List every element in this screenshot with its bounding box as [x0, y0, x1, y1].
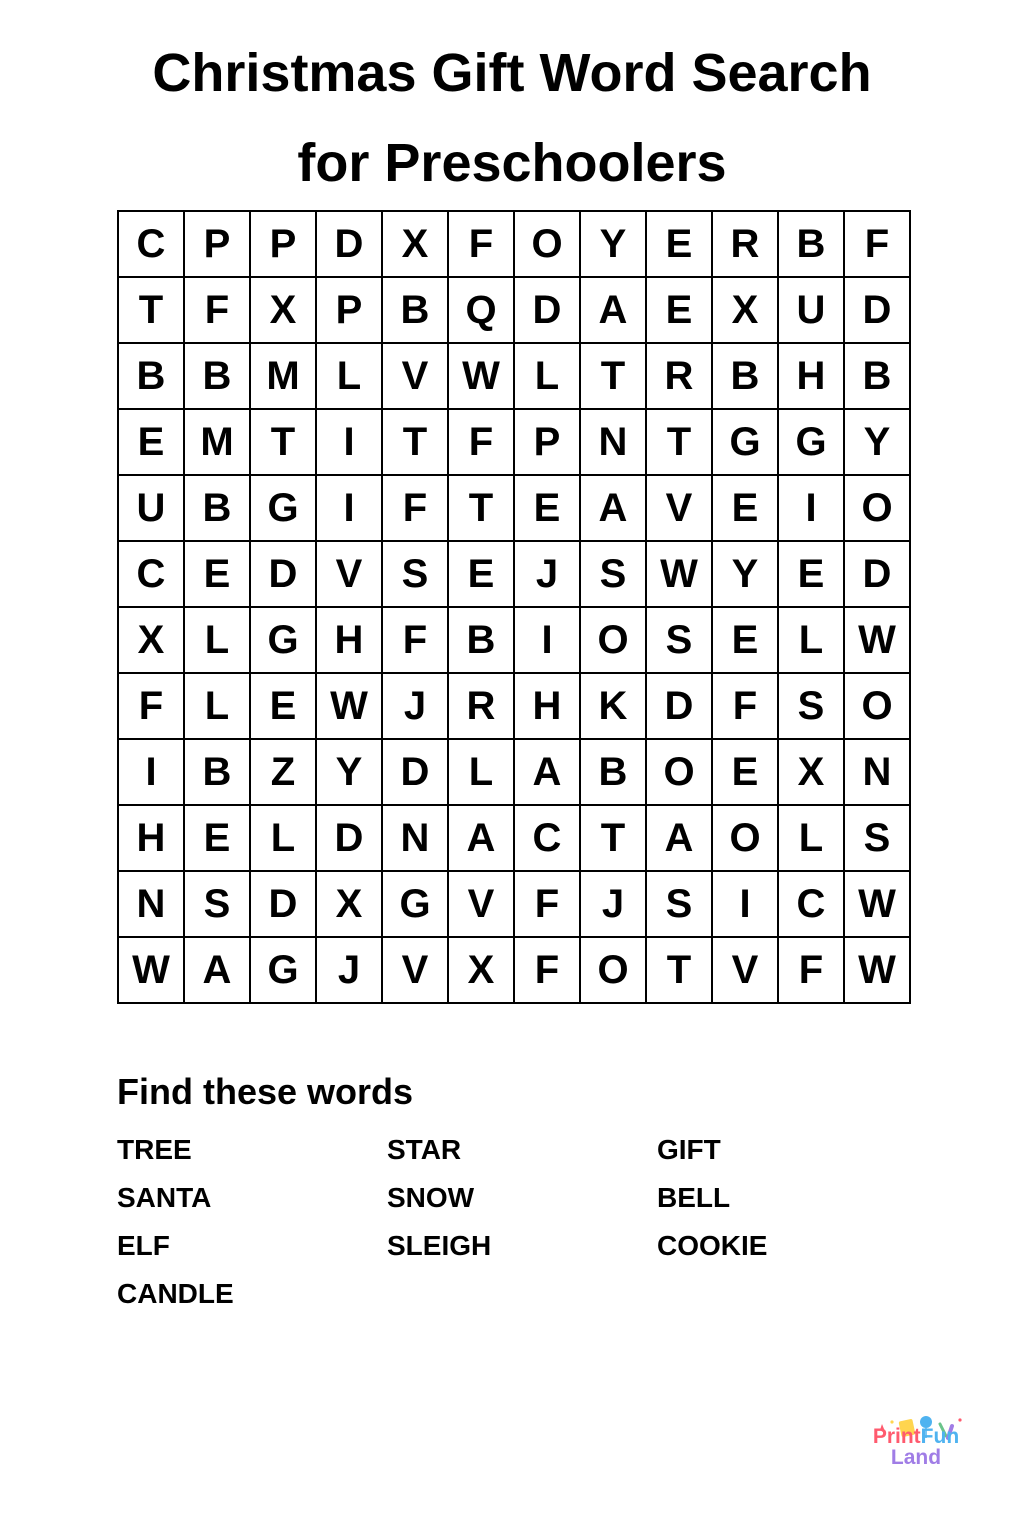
grid-cell[interactable]: F [515, 872, 581, 938]
grid-cell[interactable]: I [119, 740, 185, 806]
grid-cell[interactable]: B [845, 344, 911, 410]
grid-cell[interactable]: T [383, 410, 449, 476]
grid-cell[interactable]: V [647, 476, 713, 542]
grid-cell[interactable]: L [185, 674, 251, 740]
grid-cell[interactable]: G [251, 608, 317, 674]
grid-cell[interactable]: B [581, 740, 647, 806]
grid-cell[interactable]: V [317, 542, 383, 608]
grid-cell[interactable]: L [251, 806, 317, 872]
grid-cell[interactable]: J [515, 542, 581, 608]
grid-cell[interactable]: S [581, 542, 647, 608]
grid-cell[interactable]: K [581, 674, 647, 740]
grid-cell[interactable]: X [713, 278, 779, 344]
grid-cell[interactable]: B [779, 212, 845, 278]
logo-text-print: Print [872, 1425, 921, 1448]
grid-cell[interactable]: T [647, 410, 713, 476]
grid-cell[interactable]: X [317, 872, 383, 938]
grid-cell[interactable]: A [581, 476, 647, 542]
grid-cell[interactable]: B [185, 344, 251, 410]
grid-cell[interactable]: E [185, 542, 251, 608]
grid-cell[interactable]: E [449, 542, 515, 608]
word-list-item: GIFT [657, 1134, 721, 1165]
grid-cell[interactable]: A [647, 806, 713, 872]
grid-cell[interactable]: Y [713, 542, 779, 608]
grid-cell[interactable]: G [251, 938, 317, 1004]
word-search-grid [117, 210, 911, 1004]
grid-cell[interactable]: G [383, 872, 449, 938]
grid-cell[interactable]: N [845, 740, 911, 806]
grid-cell[interactable]: D [515, 278, 581, 344]
grid-cell[interactable]: W [449, 344, 515, 410]
grid-cell[interactable]: B [713, 344, 779, 410]
grid-cell[interactable]: I [317, 476, 383, 542]
word-list-heading: Find these words [117, 1071, 414, 1112]
grid-cell[interactable]: C [119, 212, 185, 278]
word-list-item: SANTA [117, 1182, 212, 1213]
grid-cell[interactable]: F [515, 938, 581, 1004]
grid-cell[interactable]: H [317, 608, 383, 674]
grid-cell[interactable]: X [119, 608, 185, 674]
word-list-item: ELF [117, 1230, 170, 1261]
grid-cell[interactable]: G [713, 410, 779, 476]
grid-cell[interactable]: Y [317, 740, 383, 806]
grid-cell[interactable]: F [185, 278, 251, 344]
grid-cell[interactable]: Y [845, 410, 911, 476]
grid-cell[interactable]: I [515, 608, 581, 674]
grid-cell[interactable]: O [581, 608, 647, 674]
grid-cell[interactable]: S [779, 674, 845, 740]
grid-cell[interactable]: G [779, 410, 845, 476]
grid-cell[interactable]: T [647, 938, 713, 1004]
grid-cell[interactable]: T [581, 806, 647, 872]
grid-cell[interactable]: E [779, 542, 845, 608]
grid-cell[interactable]: T [251, 410, 317, 476]
word-list-item: SNOW [387, 1182, 475, 1213]
grid-cell[interactable]: V [713, 938, 779, 1004]
grid-cell[interactable]: V [383, 938, 449, 1004]
grid-cell[interactable]: C [779, 872, 845, 938]
word-list-item: CANDLE [117, 1278, 234, 1309]
grid-cell[interactable]: O [845, 674, 911, 740]
grid-cell[interactable]: E [713, 476, 779, 542]
grid-cell[interactable]: F [119, 674, 185, 740]
grid-cell[interactable]: T [581, 344, 647, 410]
grid-cell[interactable]: B [383, 278, 449, 344]
word-list-item: STAR [387, 1134, 462, 1165]
page-subtitle: for Preschoolers [297, 133, 727, 193]
grid-cell[interactable]: M [185, 410, 251, 476]
grid-cell[interactable]: D [317, 806, 383, 872]
grid-cell[interactable]: R [449, 674, 515, 740]
grid-cell[interactable]: E [713, 740, 779, 806]
grid-cell[interactable]: B [185, 740, 251, 806]
word-list [117, 1134, 927, 1326]
grid-cell[interactable]: S [185, 872, 251, 938]
grid-cell[interactable]: A [581, 278, 647, 344]
grid-cell[interactable]: D [251, 542, 317, 608]
grid-cell[interactable]: O [515, 212, 581, 278]
logo-text-land: Land [890, 1446, 942, 1469]
grid-cell[interactable]: W [647, 542, 713, 608]
grid-cell[interactable]: I [779, 476, 845, 542]
grid-cell[interactable]: L [515, 344, 581, 410]
grid-cell[interactable]: C [515, 806, 581, 872]
grid-cell[interactable]: L [779, 608, 845, 674]
grid-cell[interactable]: D [251, 872, 317, 938]
grid-cell[interactable]: A [185, 938, 251, 1004]
logo-text-fun: Fun [920, 1425, 960, 1448]
word-list-item: BELL [657, 1182, 731, 1213]
grid-cell[interactable]: X [779, 740, 845, 806]
grid-cell[interactable]: B [449, 608, 515, 674]
grid-cell[interactable]: N [383, 806, 449, 872]
grid-cell[interactable]: V [449, 872, 515, 938]
grid-cell[interactable]: T [449, 476, 515, 542]
grid-cell[interactable]: S [383, 542, 449, 608]
grid-cell[interactable]: C [119, 542, 185, 608]
grid-cell[interactable]: F [383, 476, 449, 542]
grid-cell[interactable]: W [119, 938, 185, 1004]
grid-cell[interactable]: Q [449, 278, 515, 344]
grid-cell[interactable]: D [317, 212, 383, 278]
grid-cell[interactable]: R [713, 212, 779, 278]
grid-cell[interactable]: J [581, 872, 647, 938]
grid-cell[interactable]: X [251, 278, 317, 344]
grid-cell[interactable]: D [383, 740, 449, 806]
grid-cell[interactable]: W [317, 674, 383, 740]
grid-cell[interactable]: L [185, 608, 251, 674]
grid-cell[interactable]: P [515, 410, 581, 476]
grid-cell[interactable]: A [515, 740, 581, 806]
grid-cell[interactable]: P [251, 212, 317, 278]
grid-cell[interactable]: N [119, 872, 185, 938]
grid-cell[interactable]: U [779, 278, 845, 344]
grid-cell[interactable]: D [845, 542, 911, 608]
grid-cell[interactable]: W [845, 608, 911, 674]
grid-cell[interactable]: E [647, 278, 713, 344]
grid-cell[interactable]: F [779, 938, 845, 1004]
grid-cell[interactable]: Z [251, 740, 317, 806]
logo [866, 1426, 966, 1468]
word-list-item: COOKIE [657, 1230, 768, 1261]
grid-cell[interactable]: F [845, 212, 911, 278]
grid-cell[interactable]: N [581, 410, 647, 476]
grid-cell[interactable]: F [713, 674, 779, 740]
grid-cell[interactable]: W [845, 872, 911, 938]
grid-cell[interactable]: T [119, 278, 185, 344]
word-list-item: TREE [117, 1134, 192, 1165]
grid-cell[interactable]: P [185, 212, 251, 278]
grid-cell[interactable]: L [449, 740, 515, 806]
grid-cell[interactable]: J [383, 674, 449, 740]
grid-cell[interactable]: E [647, 212, 713, 278]
grid-cell[interactable]: L [317, 344, 383, 410]
grid-cell[interactable]: F [449, 410, 515, 476]
grid-cell[interactable]: I [317, 410, 383, 476]
grid-cell[interactable]: O [713, 806, 779, 872]
grid-cell[interactable]: E [251, 674, 317, 740]
grid-cell[interactable]: L [779, 806, 845, 872]
grid-cell[interactable]: O [581, 938, 647, 1004]
grid-cell[interactable]: B [119, 344, 185, 410]
word-list-item: SLEIGH [387, 1230, 492, 1261]
grid-cell[interactable]: D [845, 278, 911, 344]
grid-cell[interactable]: X [383, 212, 449, 278]
grid-cell[interactable]: P [317, 278, 383, 344]
grid-cell[interactable]: V [383, 344, 449, 410]
grid-cell[interactable]: E [713, 608, 779, 674]
page-title: Christmas Gift Word Search [152, 43, 872, 103]
grid-cell[interactable]: S [647, 872, 713, 938]
grid-cell[interactable]: X [449, 938, 515, 1004]
grid-cell[interactable]: E [515, 476, 581, 542]
grid-cell[interactable]: O [845, 476, 911, 542]
grid-cell[interactable]: Y [581, 212, 647, 278]
grid-cell[interactable]: I [713, 872, 779, 938]
grid-cell[interactable]: E [119, 410, 185, 476]
grid-cell[interactable]: M [251, 344, 317, 410]
grid-cell[interactable]: B [185, 476, 251, 542]
grid-cell[interactable]: U [119, 476, 185, 542]
grid-cell[interactable]: E [185, 806, 251, 872]
grid-cell[interactable]: W [845, 938, 911, 1004]
grid-cell[interactable]: J [317, 938, 383, 1004]
grid-cell[interactable]: F [383, 608, 449, 674]
grid-cell[interactable]: R [647, 344, 713, 410]
grid-cell[interactable]: G [251, 476, 317, 542]
grid-cell[interactable]: H [779, 344, 845, 410]
grid-cell[interactable]: H [515, 674, 581, 740]
grid-cell[interactable]: F [449, 212, 515, 278]
grid-cell[interactable]: A [449, 806, 515, 872]
grid-cell[interactable]: H [119, 806, 185, 872]
grid-cell[interactable]: D [647, 674, 713, 740]
grid-cell[interactable]: S [647, 608, 713, 674]
grid-cell[interactable]: S [845, 806, 911, 872]
grid-cell[interactable]: O [647, 740, 713, 806]
